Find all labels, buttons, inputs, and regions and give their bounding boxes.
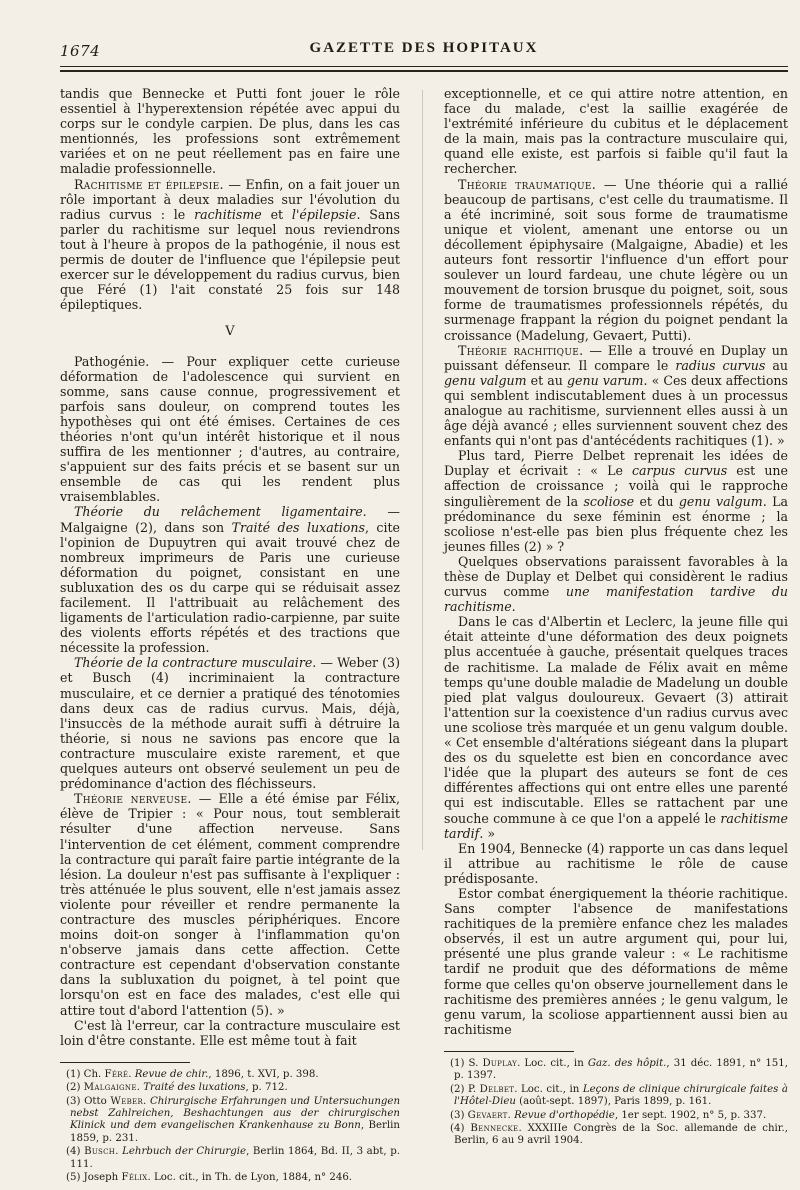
italic-term: rachitisme — [194, 206, 262, 222]
author: Gevaert — [467, 1109, 508, 1121]
text-run: — Weber (3) et Busch (4) incriminaient la contracture musculaire, et ce dernier a pratiqué des ténotomies dans deux cas de radius curvus. Mais, déjà, l'insuccès de la méthode aurait suffi à détruire la théorie, si nous ne savions pas encore que la contracture musculaire existe rarement, et que quelques auteurs ont observé seulement un peu de prédominance d'action des fléchisseurs. — [60, 655, 400, 792]
paragraph-traumatique — [444, 177, 788, 343]
footnote: (1) Ch. Féré. Revue de chir., 1896, t. XVI, p. 398. — [66, 1068, 319, 1080]
text-run: (3) — [450, 1109, 468, 1121]
section-heading: Théorie de la contracture musculaire. — [74, 655, 317, 671]
paragraph: tandis que Bennecke et Putti font jouer le rôle essentiel à l'hyperextension répétée avec appui du corps sur le condyle carpien. De plus, dans les cas mentionnés, les professions sont extrêmement variées et on ne peut réellement pas en faire une maladie professionnelle. — [60, 86, 400, 177]
paragraph-delbet — [444, 448, 788, 554]
text-run: (4) — [66, 1146, 85, 1158]
text-run: . — [511, 599, 516, 615]
author: Bennecke — [470, 1122, 519, 1134]
paragraph-ligamentaire — [60, 504, 400, 655]
text-run: Quelques observations paraissent favorables à la thèse de Duplay et Delbet qui considèrent le radius curvus comme — [444, 553, 788, 600]
section-number: V — [225, 324, 235, 340]
text-run: . « Ces deux affections qui semblent indiscutablement dues à un processus analogue au rachitisme, surviennent elles aussi à un âge déjà avancé ; elles surviennent souvent chez des enfants qui n'ont pas d'antécédents rachitiques (1). » — [444, 372, 788, 449]
section-heading: Théorie du relâchement ligamentaire. — [74, 504, 367, 520]
text-run: , Berlin 1864, Bd. II, 3 abt, p. 111. — [70, 1146, 400, 1170]
paragraph: C'est là l'erreur, car la contracture musculaire est loin d'être constante. Elle est même tout à fait — [60, 1017, 400, 1048]
footnote: (3) Gevaert. Revue d'orthopédie, 1er sept. 1902, n° 5, p. 337. — [450, 1109, 767, 1121]
text-run: (août-sept. 1897), Paris 1899, p. 161. — [515, 1096, 712, 1108]
journal-title: GAZETTE DES HOPITAUX — [309, 40, 539, 56]
paragraph-rachitique — [444, 343, 788, 449]
footnote: (2) Malgaigne. Traité des luxations, p. 712. — [66, 1082, 288, 1094]
text-run: . Loc. cit., in — [514, 1083, 583, 1095]
section-heading: Rachitisme et épilepsie. — [74, 176, 224, 192]
author: Delbet — [479, 1083, 515, 1095]
text-run: (4) — [450, 1122, 471, 1134]
text-run: et — [261, 206, 292, 222]
text-run: est une affection de croissance ; voilà qui le rapproche singulièrement de la — [444, 463, 788, 509]
paragraph: exceptionnelle, et ce qui attire notre attention, en face du malade, c'est la saillie exagérée de l'extrémité inférieure du cubitus et le déplacement de la main, mais pas la contracture musculaire qui, quand elle existe, est parfois si faible qu'il faut la rechercher. — [444, 86, 788, 177]
footnote: (4) Busch. Lehrbuch der Chirurgie, Berlin 1864, Bd. II, 3 abt, p. 111. — [66, 1146, 400, 1170]
author: Féré — [104, 1068, 129, 1080]
italic-term: genu valgum — [444, 372, 527, 388]
text-run: Plus tard, Pierre Delbet reprenait les idées de Duplay et écrivait : « Le — [444, 448, 788, 479]
right-column — [444, 86, 788, 1149]
text-run: . Loc. cit., in — [517, 1057, 588, 1069]
author: Busch — [84, 1146, 116, 1158]
text-run: (3) Otto — [66, 1095, 111, 1107]
text-run: — Une théorie qui a rallié beaucoup de partisans, c'est celle du traumatisme. Il a été incriminé, soit sous forme de traumatisme unique et violent, amenant une entorse ou un décollement épiphysaire (Malgaigne, Abadie) et les auteurs font ressortir l'influence d'un effort pour soulever un lourd fardeau, une chute légère ou un mouvement de torsion brusque du poignet, soit, sous forme de traumatismes professionnels répétés, du surmenage frappant la région du poignet pendant la croissance (Madelung, Gevaert, Putti). — [444, 176, 788, 343]
left-column — [60, 86, 400, 1185]
text-run: , Berlin 1859, p. 231. — [70, 1120, 400, 1144]
footnote — [444, 1123, 788, 1148]
italic-term: scoliose — [583, 493, 635, 509]
text-run: — Enfin, on a fait jouer un rôle important à deux maladies sur l'évolution du radius curvus : le — [60, 176, 401, 222]
author: Weber — [110, 1095, 144, 1107]
paragraph-observations — [444, 554, 788, 614]
text-run: — Malgaigne (2), dans son — [60, 504, 400, 535]
text-run: (2) P. — [450, 1083, 480, 1095]
footnote — [444, 1058, 788, 1083]
italic-term: Traité des luxations — [231, 519, 365, 535]
italic-term: rachitisme tardif — [444, 810, 788, 841]
footnote-divider — [60, 1062, 190, 1063]
text-run: . La prédominance du sexe féminin est énorme ; la scoliose n'est-elle pas bien plus fréquente chez les jeunes filles (2) » ? — [444, 493, 788, 554]
italic-term: genu varum — [566, 372, 644, 388]
italic-term: une manifestation tardive du rachitisme — [444, 584, 788, 615]
text-run: — Elle a été émise par Félix, élève de Tripier : « Pour nous, tout semblerait résulter d'une affection nerveuse. Sans l'intervention de cet élément, comment comprendre la contracture qui paraît faire partie intégrante de la lésion. La douleur n'est pas suffisante à l'expliquer : très atténuée le plus souvent, elle n'est jamais assez violente pour réveiller et rendre permanente la contracture des muscles périphériques. Encore moins doit-on songer à l'inflammation qu'on n'observe jamais dans cette affection. Cette contracture est cependant d'observation constante dans la subluxation du poignet, à tel point que lorsqu'on est en face des malades, c'est elle qui attire tout d'abord l'attention (5). » — [60, 791, 400, 1018]
italic-term: Revue d'orthopédie — [514, 1109, 615, 1121]
header-rule-thick — [60, 70, 788, 72]
paragraph: En 1904, Bennecke (4) rapporte un cas dans lequel il attribue au rachitisme le rôle de cause prédisposante. — [444, 840, 788, 886]
paragraph-rachitisme-epilepsie — [60, 177, 400, 313]
section-heading: Théorie rachitique. — [458, 342, 584, 358]
italic-term: genu valgum — [678, 493, 763, 509]
text-run: . Loc. cit., in Th. de Lyon, 1884, n° 246. — [147, 1172, 353, 1184]
footnotes — [444, 1058, 788, 1148]
footnote: (3) Otto Weber. Chirurgische Erfahrungen und Untersuchungen nebst Zahlreichen, Beshachtungen aus der chirurgischen Klinick und dem evangelischen Krankenhause zu Bonn, Berlin 1859, p. 231. — [66, 1095, 401, 1144]
text-run: . » — [479, 825, 496, 841]
column-divider — [422, 90, 423, 850]
italic-term: Traité des luxations — [143, 1082, 246, 1094]
text-run: et du — [634, 493, 679, 509]
text-run: — Elle a trouvé en Duplay un puissant défenseur. Il compare le — [444, 342, 788, 373]
section-heading: Pathogénie. — [74, 353, 150, 369]
italic-term: Leçons de clinique chirurgicale faites à l'Hôtel-Dieu — [454, 1083, 788, 1108]
text-run: , p. 712. — [245, 1082, 288, 1094]
italic-term: radius curvus — [675, 357, 766, 373]
text-run: . Sans parler du rachitisme sur lequel nous reviendrons tout à l'heure à propos de la pathogénie, il nous est permis de douter de l'influence que l'épilepsie peut exercer sur le développement du radius curvus, bien que Féré (1) l'ait constaté 25 fois sur 148 épileptiques. — [60, 206, 400, 313]
text-run: — Pour expliquer cette curieuse déformation de l'adolescence qui survient en somme, sans cause connue, progressivement et parfois sans douleur, on comprend toutes les hypothèses qui ont été émises. Certaines de ces théories n'ont qu'un intérêt historique et il nous suffira de les mentionner ; d'autres, au contraire, s'appuient sur des faits précis et se basent sur un ensemble de cas qui les rendent plus vraisemblables. — [60, 353, 400, 505]
italic-term: l'épilepsie — [291, 206, 357, 222]
text-run: , 31 déc. 1891, n° 151, p. 1397. — [454, 1057, 789, 1082]
italic-term: Gaz. des hôpit. — [587, 1057, 667, 1069]
text-run: (2) — [66, 1082, 84, 1094]
italic-term: Chirurgische Erfahrungen und Untersuchungen nebst Zahlreichen, Beshachtungen aus der chirurgischen Klinick und dem evangelischen Krankenhause zu Bonn — [70, 1095, 401, 1132]
text-run: au — [765, 357, 788, 373]
section-heading: Théorie nerveuse. — [74, 791, 192, 807]
text-run: . XXXIIIe Congrès de la Soc. allemande de chir., Berlin, 6 au 9 avril 1904. — [454, 1122, 788, 1147]
author: Malgaigne — [83, 1082, 137, 1094]
page-number: 1674 — [60, 42, 101, 60]
paragraph-nerveuse — [60, 791, 400, 1017]
paragraph-pathogenie — [60, 354, 400, 505]
text-run: , 1er sept. 1902, n° 5, p. 337. — [614, 1109, 767, 1121]
text-run: , cite l'opinion de Dupuytren qui avait trouvé chez de nombreux imprimeurs de Paris une curieuse déformation du poignet, consistant en une subluxation des os du carpe qui se réduisait assez facilement. Il l'attribuait au relâchement des ligaments de l'articulation radio-carpienne, par suite des violents efforts répétés et des tractions que nécessite la profession. — [60, 519, 401, 656]
italic-term: carpus curvus — [631, 463, 728, 479]
author: Félix — [121, 1172, 148, 1184]
header-rule — [60, 66, 788, 67]
text-run: et au — [526, 372, 567, 388]
italic-term: Revue de chir. — [134, 1068, 209, 1080]
text-run: (1) Ch. — [66, 1068, 105, 1080]
paragraph-albertin — [444, 614, 788, 840]
text-run: Dans le cas d'Albertin et Leclerc, la jeune fille qui était atteinte d'une déformation des deux poignets plus accentuée à gauche, présentait quelques traces de rachitisme. La malade de Félix avait en même temps qu'une double maladie de Madelung un double pied plat valgus douloureux. Gevaert (3) attirait l'attention sur la coexistence d'un radius curvus avec une scoliose très marquée et un genu valgum double. « Cet ensemble d'altérations siégeant dans la plupart des os du squelette est bien en concordance avec l'idée que la plupart des auteurs se font de ces différentes affections qui ont entre elles une parenté qui est indiscutable. Elles se rattachent par une souche commune à ce que l'on a appelé le — [444, 614, 788, 826]
text-run: , 1896, t. XVI, p. 398. — [208, 1068, 319, 1080]
footnotes — [60, 1069, 400, 1185]
page-header — [60, 38, 788, 60]
footnote — [60, 1172, 400, 1184]
footnote — [444, 1084, 788, 1109]
footnote-divider — [444, 1051, 574, 1052]
paragraph: Estor combat énergiquement la théorie rachitique. Sans compter l'absence de manifestations rachitiques de la première enfance chez les malades observés, il est un autre argument qui, pour lui, présenté une plus grande valeur : « Le rachitisme tardif ne produit que des déformations de même forme que celles qu'on observe journellement dans le rachitisme des premières années ; le genu valgum, le genu varum, la scoliose appartiennent aussi bien au rachitisme — [444, 885, 788, 1037]
paragraph-contracture — [60, 655, 400, 791]
section-heading: Théorie traumatique. — [458, 176, 597, 192]
text-run: (5) Joseph — [66, 1172, 122, 1184]
text-run: (1) S. — [450, 1057, 483, 1069]
author: Duplay — [482, 1057, 518, 1069]
italic-term: Lehrbuch der Chirurgie — [122, 1146, 247, 1158]
